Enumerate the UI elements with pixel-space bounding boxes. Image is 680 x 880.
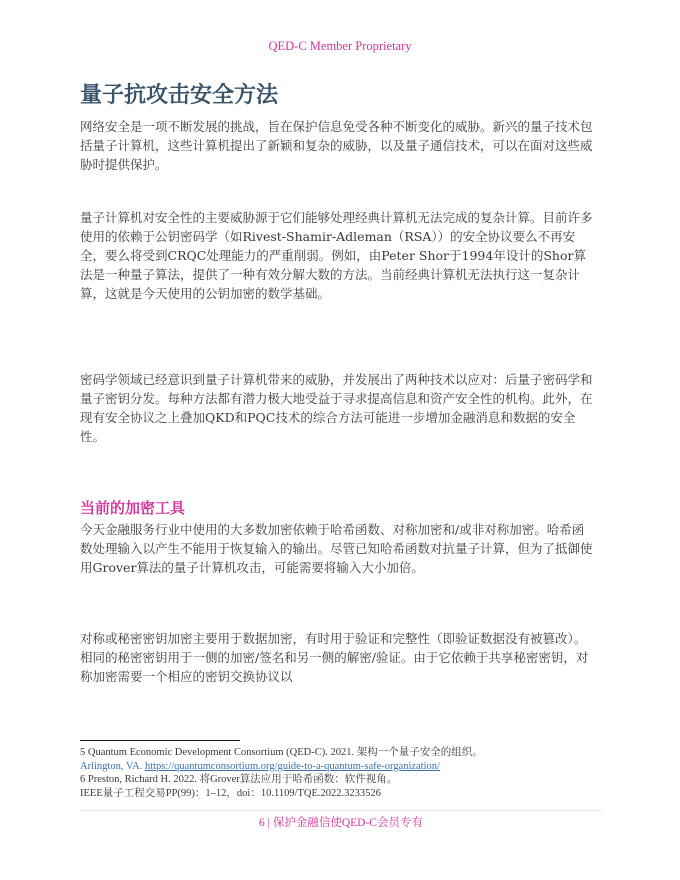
footnote-5-link[interactable]: https://quantumconsortium.org/guide-to-a-quantum-safe-organization/ [144,760,440,772]
footnote-divider [80,740,240,741]
footnote-5-line-2 [80,760,600,774]
symmetric-encryption-paragraph: 对称或秘密密钥加密主要用于数据加密，有时用于验证和完整性（即验证数据没有被篡改）。相同的秘密密钥用于一侧的加密/签名和另一侧的解密/验证。由于它依赖于共享秘密密钥，对称加密需要一个相应的密钥交换协议以 [80,631,589,684]
section-heading-current-tools: 当前的加密工具 [80,499,186,517]
page-title: 量子抗攻击安全方法 [80,83,279,108]
page-header: QED-C Member Proprietary [268,39,412,53]
cryptography-response-paragraph: 密码学领域已经意识到量子计算机带来的威胁，并发展出了两种技术以应对：后量子密码学和量子密钥分发。每种方法都有潜力极大地受益于寻求提高信息和资产安全性的机构。此外，在现有安全协议之上叠加QKD和PQC技术的综合方法可能进一步增加金融消息和数据的安全性。 [80,372,593,444]
quantum-threat-paragraph: 量子计算机对安全性的主要威胁源于它们能够处理经典计算机无法完成的复杂计算。目前许多使用的依赖于公钥密码学（如Rivest-Shamir-Adleman（RSA））的安全协议要么不再安全，要么将受到CRQC处理能力的严重削弱。例如，由Peter Shor于1994年设计的Shor算法是一种量子算法，提供了一种有效分解大数的方法。当前经典计算机无法执行这一复杂计算，这就是今天使用的公钥加密的数学基础。 [80,210,593,301]
page-footer: 6 | 保护金融信使QED-C会员专有 [259,817,423,829]
footnotes [80,746,600,800]
footnote-6-line-2: IEEE量子工程交易PP(99)：1–12，doi：10.1109/TQE.2022.3233526 [80,787,381,799]
footer-divider [80,810,602,811]
intro-paragraph: 网络安全是一项不断发展的挑战，旨在保护信息免受各种不断变化的威胁。新兴的量子技术包括量子计算机，这些计算机提出了新颖和复杂的威胁，以及量子通信技术，可以在面对这些威胁时提供保护。 [80,119,593,172]
footnote-5-line-1: 5 Quantum Economic Development Consortium (QED-C). 2021. 架构一个量子安全的组织。 [80,747,483,758]
footnote-6-line-1: 6 Preston, Richard H. 2022. 将Grover算法应用于哈希函数：软件视角。 [80,774,398,785]
footnote-5-location: Arlington, VA. [80,760,145,772]
hash-functions-paragraph: 今天金融服务行业中使用的大多数加密依赖于哈希函数、对称加密和/或非对称加密。哈希函数处理输入以产生不能用于恢复输入的输出。尽管已知哈希函数对抗量子计算，但为了抵御使用Grover算法的量子计算机攻击，可能需要将输入大小加倍。 [80,522,593,575]
